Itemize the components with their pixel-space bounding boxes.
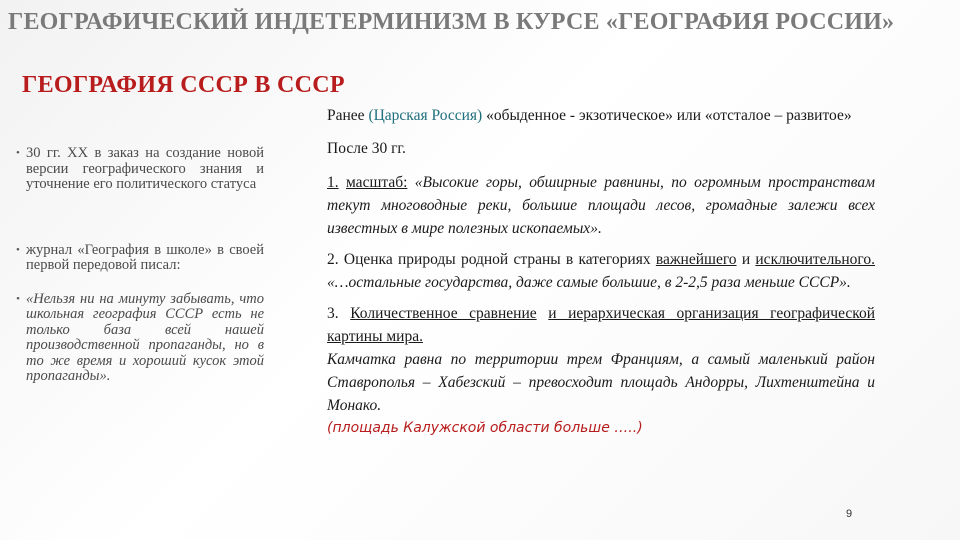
bullet-item-1: • 30 гг. XX в заказ на создание новой версии географического знания и уточнение его политического статуса <box>16 146 264 193</box>
tsarist-russia-label: (Царская Россия) <box>368 107 483 124</box>
bullet-item-2: • журнал «География в школе» в своей первой передовой писал: <box>16 243 264 274</box>
point-3-number: 3. <box>327 305 339 322</box>
point-2-exceptional: исключительного. <box>755 251 876 268</box>
before-label: Ранее <box>327 107 365 124</box>
point-1-number: 1. <box>327 174 339 191</box>
point-2-quote: «…остальные государства, даже самые большие, в 2-2,5 раза меньше СССР». <box>327 274 851 291</box>
paragraph-after-30s: После 30 гг. <box>327 140 406 157</box>
point-3-comparison: Количественное сравнение <box>350 305 537 322</box>
point-1-quote: «Высокие горы, обширные равнины, по огромным пространствам текут многоводные реки, большие площади лесов, громадные залежи всех известных в мире полезных ископаемых». <box>327 174 876 237</box>
paragraph-before <box>327 104 875 127</box>
paragraph-point-2 <box>327 248 875 294</box>
left-column <box>16 146 264 385</box>
before-dichotomy: «обыденное - экзотическое» или «отсталое – развитое» <box>486 107 852 124</box>
paragraph-point-3 <box>327 302 875 348</box>
point-1-label: масштаб: <box>345 174 408 191</box>
point-2-and: и <box>741 251 751 268</box>
bullet-item-3: • «Нельзя ни на минуту забывать, что школьная география СССР есть не только база всей нашей производственной пропаганды, но в то же время и хороший кусок этой пропаганды». <box>16 292 264 385</box>
paragraph-kamchatka: Камчатка равна по территории трем Франциям, а самый маленький район Ставрополья – Хабезский – превосходит площадь Андорры, Лихтенштейна и Монако. <box>327 351 875 414</box>
page-number: 9 <box>846 508 853 520</box>
slide-title: ГЕОГРАФИЧЕСКИЙ ИНДЕТЕРМИНИЗМ В КУРСЕ «ГЕОГРАФИЯ РОССИИ» <box>8 9 895 35</box>
slide-subtitle: ГЕОГРАФИЯ СССР В СССР <box>22 72 345 98</box>
paragraph-point-1 <box>327 171 875 240</box>
point-2-important: важнейшего <box>655 251 737 268</box>
right-column <box>327 104 875 440</box>
point-2-text: 2. Оценка природы родной страны в категориях <box>327 251 651 268</box>
point-3-hierarchy: и иерархическая организация географической картины мира. <box>327 305 876 345</box>
paragraph-kaluga-note: (площадь Калужской области больше …..) <box>327 420 643 436</box>
